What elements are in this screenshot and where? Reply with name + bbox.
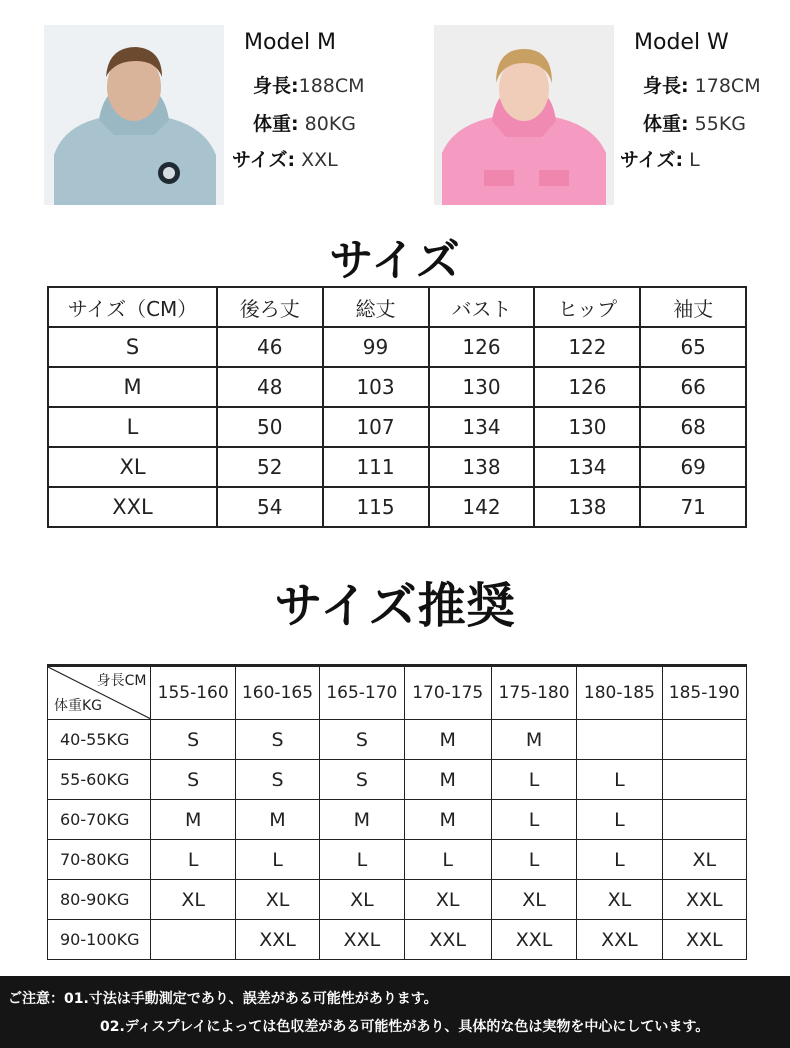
weight-label: 体重:: [643, 113, 689, 135]
size-cell: XXL: [662, 920, 746, 960]
size-cell: XXL: [320, 920, 404, 960]
value-cell: 71: [640, 487, 746, 527]
height-header: 160-165: [235, 666, 319, 720]
value-cell: 126: [429, 327, 535, 367]
size-cell: M: [404, 760, 491, 800]
header-sleeve: 袖丈: [640, 287, 746, 327]
size-label: サイズ:: [232, 149, 296, 171]
model-w-size: [620, 145, 700, 172]
notice-line-1: ご注意：01.寸法は手動測定であり、誤差がある可能性があります。: [8, 991, 438, 1007]
notice-line-2: 02.ディスプレイによっては色収差がある可能性があり、具体的な色は実物を中心にしています。: [100, 1019, 710, 1035]
height-header: 170-175: [404, 666, 491, 720]
value-cell: 48: [217, 367, 323, 407]
value-cell: 107: [323, 407, 429, 447]
size-chart-title: サイズ: [329, 235, 461, 286]
model-m-weight: [253, 109, 356, 136]
header-bust: バスト: [429, 287, 535, 327]
header-back-length: 後ろ丈: [217, 287, 323, 327]
size-cell: M: [151, 800, 235, 840]
header-hip: ヒップ: [534, 287, 640, 327]
value-cell: 103: [323, 367, 429, 407]
table-row: [48, 920, 747, 960]
size-cell: S: [48, 327, 217, 367]
value-cell: 138: [429, 447, 535, 487]
size-cell: L: [235, 840, 319, 880]
height-value: 188CM: [298, 75, 365, 97]
size-cell: M: [48, 367, 217, 407]
size-cell: M: [320, 800, 404, 840]
size-cell: [662, 760, 746, 800]
value-cell: 138: [534, 487, 640, 527]
value-cell: 54: [217, 487, 323, 527]
size-cell: M: [235, 800, 319, 840]
size-cell: L: [577, 800, 662, 840]
table-row: [48, 367, 746, 407]
size-cell: XXL: [491, 920, 576, 960]
recommend-header-row: [48, 666, 747, 720]
size-cell: XL: [151, 880, 235, 920]
table-row: [48, 880, 747, 920]
weight-value: 80KG: [304, 113, 357, 135]
size-cell: L: [404, 840, 491, 880]
size-cell: L: [491, 800, 576, 840]
value-cell: 130: [534, 407, 640, 447]
weight-cell: 70-80KG: [48, 840, 151, 880]
size-cell: M: [404, 800, 491, 840]
weight-cell: 40-55KG: [48, 720, 151, 760]
size-cell: XL: [662, 840, 746, 880]
size-cell: XXL: [235, 920, 319, 960]
height-label: 身長:: [643, 75, 689, 97]
model-m-photo: [44, 25, 224, 205]
size-cell: L: [320, 840, 404, 880]
corner-cell: [48, 666, 151, 720]
header-size: サイズ（CM）: [48, 287, 217, 327]
model-w-weight: [643, 109, 746, 136]
value-cell: 126: [534, 367, 640, 407]
header-total-length: 総丈: [323, 287, 429, 327]
height-header: 185-190: [662, 666, 746, 720]
size-cell: XL: [404, 880, 491, 920]
weight-label: 体重:: [253, 113, 299, 135]
size-cell: XL: [320, 880, 404, 920]
weight-value: 55KG: [694, 113, 747, 135]
height-header: 180-185: [577, 666, 662, 720]
size-chart-header-row: [48, 287, 746, 327]
value-cell: 52: [217, 447, 323, 487]
table-row: [48, 800, 747, 840]
size-cell: [151, 920, 235, 960]
value-cell: 142: [429, 487, 535, 527]
value-cell: 65: [640, 327, 746, 367]
weight-cell: 90-100KG: [48, 920, 151, 960]
height-header: 165-170: [320, 666, 404, 720]
table-row: [48, 840, 747, 880]
size-cell: S: [320, 720, 404, 760]
size-cell: S: [151, 720, 235, 760]
size-cell: L: [577, 760, 662, 800]
table-row: [48, 447, 746, 487]
recommend-title: サイズ推奨: [274, 578, 516, 634]
size-cell: L: [577, 840, 662, 880]
model-w-name: Model W: [634, 30, 729, 55]
table-row: [48, 720, 747, 760]
size-cell: S: [235, 720, 319, 760]
table-row: [48, 487, 746, 527]
height-label: 身長:: [253, 75, 299, 97]
model-w-height: [643, 71, 761, 98]
size-cell: XXL: [48, 487, 217, 527]
size-chart-table: [47, 286, 747, 528]
value-cell: 122: [534, 327, 640, 367]
size-cell: [662, 800, 746, 840]
value-cell: 134: [534, 447, 640, 487]
size-cell: XXL: [662, 880, 746, 920]
value-cell: 50: [217, 407, 323, 447]
table-row: [48, 407, 746, 447]
size-cell: XL: [235, 880, 319, 920]
value-cell: 66: [640, 367, 746, 407]
value-cell: 111: [323, 447, 429, 487]
size-label: サイズ:: [620, 149, 684, 171]
weight-cell: 55-60KG: [48, 760, 151, 800]
notice-banner: [0, 976, 790, 1048]
size-cell: S: [320, 760, 404, 800]
value-cell: 115: [323, 487, 429, 527]
value-cell: 68: [640, 407, 746, 447]
height-value: 178CM: [694, 75, 761, 97]
weight-cell: 80-90KG: [48, 880, 151, 920]
corner-height-label: 身長CM: [96, 673, 147, 689]
size-cell: [662, 720, 746, 760]
model-m-height: [253, 71, 365, 98]
table-row: [48, 327, 746, 367]
value-cell: 69: [640, 447, 746, 487]
value-cell: 46: [217, 327, 323, 367]
size-cell: XL: [491, 880, 576, 920]
size-value: L: [689, 149, 700, 171]
recommend-table: [47, 664, 747, 960]
size-cell: M: [491, 720, 576, 760]
value-cell: 134: [429, 407, 535, 447]
size-cell: S: [235, 760, 319, 800]
size-cell: L: [491, 840, 576, 880]
model-w-photo: [434, 25, 614, 205]
size-cell: S: [151, 760, 235, 800]
size-cell: M: [404, 720, 491, 760]
size-value: XXL: [301, 149, 338, 171]
size-cell: XL: [577, 880, 662, 920]
value-cell: 99: [323, 327, 429, 367]
value-cell: 130: [429, 367, 535, 407]
height-header: 155-160: [151, 666, 235, 720]
table-row: [48, 760, 747, 800]
size-cell: L: [48, 407, 217, 447]
size-cell: [577, 720, 662, 760]
corner-weight-label: 体重KG: [54, 698, 103, 714]
size-cell: XL: [48, 447, 217, 487]
height-header: 175-180: [491, 666, 576, 720]
size-cell: XXL: [404, 920, 491, 960]
model-m-size: [232, 145, 338, 172]
size-cell: L: [151, 840, 235, 880]
size-cell: L: [491, 760, 576, 800]
size-cell: XXL: [577, 920, 662, 960]
weight-cell: 60-70KG: [48, 800, 151, 840]
model-m-name: Model M: [244, 30, 337, 55]
